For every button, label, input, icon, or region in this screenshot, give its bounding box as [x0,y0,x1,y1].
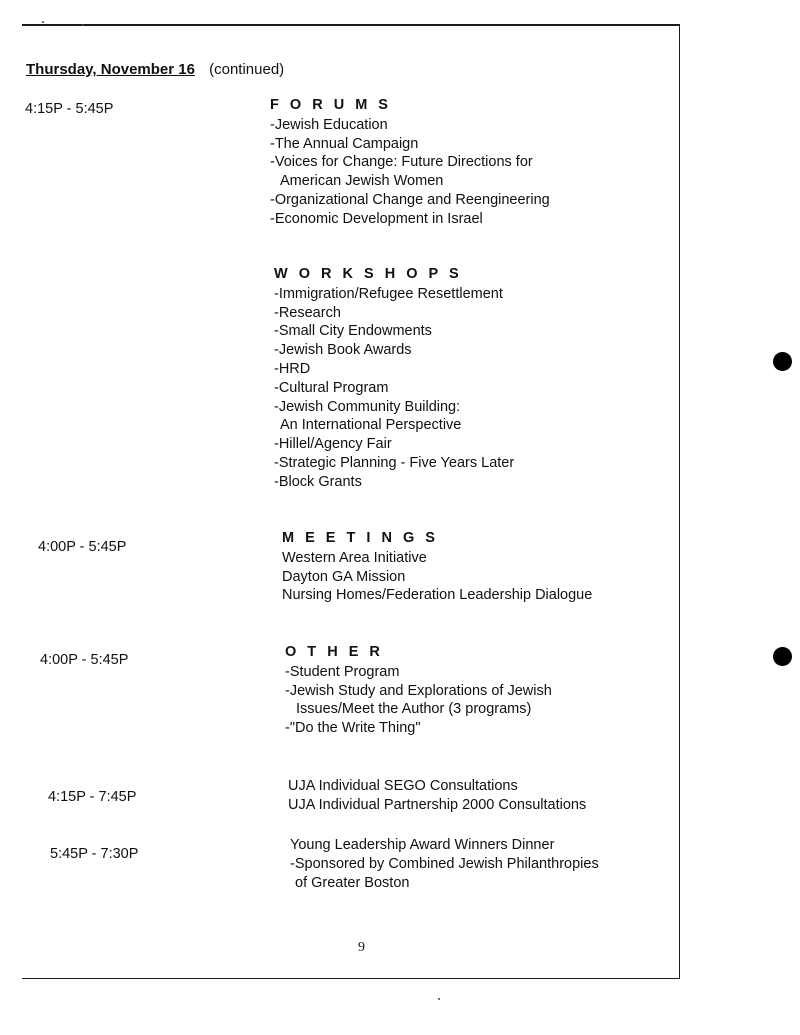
heading-day: Thursday, November 16 [26,61,195,78]
page-number: 9 [358,940,365,955]
time-forums: 4:15P - 5:45P [25,101,114,117]
list-item: American Jewish Women [280,173,444,190]
binder-hole-top [773,352,792,371]
list-item: -Block Grants [274,473,362,490]
list-item: -Jewish Education [270,116,388,133]
list-item: -Economic Development in Israel [270,210,483,227]
section-other [285,643,552,738]
list-item: -Strategic Planning - Five Years Later [274,454,515,471]
time-meetings: 4:00P - 5:45P [38,539,127,555]
scan-speck [42,21,44,23]
section-uja-consultations [288,777,586,815]
list-item: Western Area Initiative [282,549,427,566]
list-item: -Student Program [285,663,400,680]
list-item: -Immigration/Refugee Resettlement [274,285,503,302]
list-item: -Voices for Change: Future Directions for [270,154,533,171]
section-title-other: O T H E R [285,644,384,660]
list-item: -The Annual Campaign [270,135,419,152]
binder-hole-bottom [773,647,792,666]
list-item: -Jewish Community Building: [274,398,461,415]
list-item: -"Do the Write Thing" [285,720,421,737]
time-leadership-dinner: 5:45P - 7:30P [50,846,139,862]
section-title-forums: F O R U M S [270,97,392,113]
list-item: An International Perspective [280,417,462,434]
section-forums [270,96,550,229]
time-uja-consultations: 4:15P - 7:45P [48,789,137,805]
list-item: -Hillel/Agency Fair [274,436,392,453]
section-title-meetings: M E E T I N G S [282,530,439,546]
list-item: -HRD [274,360,311,377]
list-item: -Organizational Change and Reengineering [270,191,550,208]
list-item: UJA Individual SEGO Consultations [288,778,518,794]
heading-continued: (continued) [209,61,285,78]
list-item: -Cultural Program [274,379,389,396]
list-item: UJA Individual Partnership 2000 Consultations [288,796,587,813]
list-item: -Jewish Book Awards [274,342,412,359]
list-item: -Jewish Study and Explorations of Jewish [285,682,552,699]
section-title-workshops: W O R K S H O P S [274,266,463,282]
list-item: -Sponsored by Combined Jewish Philanthropies [290,855,599,872]
section-meetings [282,529,592,605]
list-item: -Small City Endowments [274,323,432,340]
time-other: 4:00P - 5:45P [40,652,129,668]
scan-speck [82,24,84,26]
section-workshops [274,265,514,492]
list-item: Issues/Meet the Author (3 programs) [296,701,532,718]
list-item: of Greater Boston [295,874,410,891]
list-item: Young Leadership Award Winners Dinner [290,837,555,853]
page-heading [26,61,284,78]
scan-speck [438,998,440,1000]
list-item: Nursing Homes/Federation Leadership Dialogue [282,587,593,604]
section-leadership-dinner [290,836,599,892]
list-item: -Research [274,304,341,321]
list-item: Dayton GA Mission [282,568,406,585]
